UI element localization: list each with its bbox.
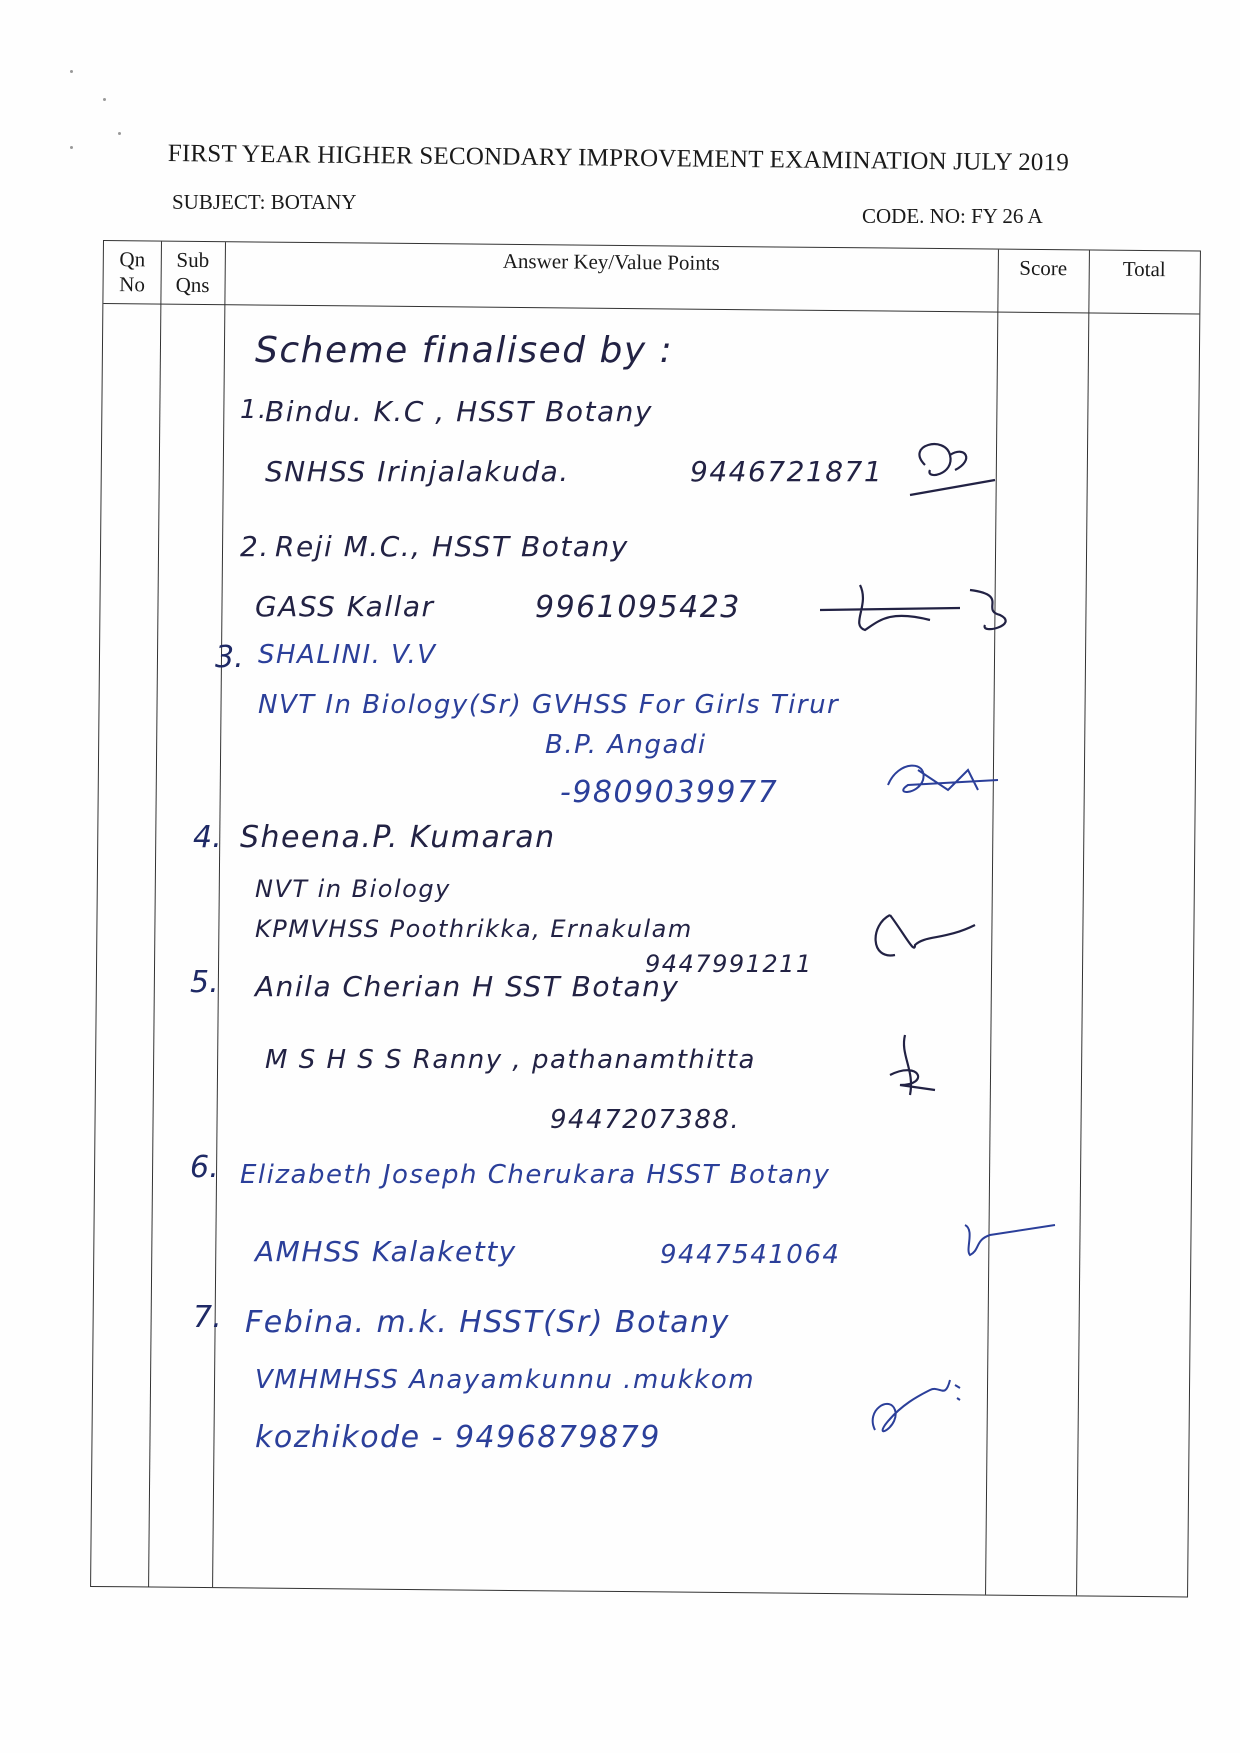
member-3-phone: -9809039977 (560, 775, 779, 810)
member-6-line1: Elizabeth Joseph Cherukara HSST Botany (240, 1160, 831, 1190)
scan-speck (70, 70, 73, 73)
member-3-line3: B.P. Angadi (545, 730, 707, 760)
col-header-score: Score (1019, 255, 1068, 281)
member-2-num: 2. (240, 530, 270, 563)
member-4-line1: Sheena.P. Kumaran (240, 820, 556, 855)
scheme-heading: Scheme finalised by : (255, 330, 674, 371)
col-header-qn-no: Qn No (119, 247, 146, 297)
member-5-line1: Anila Cherian H SST Botany (255, 970, 680, 1003)
member-3-line1: SHALINI. V.V (258, 640, 437, 670)
member-4-phone: 9447991211 (645, 950, 813, 978)
member-6-num: 6. (190, 1150, 219, 1185)
subject-label: SUBJECT: BOTANY (172, 190, 357, 214)
member-4-line2: NVT in Biology (255, 875, 451, 903)
col-header-total: Total (1122, 256, 1166, 282)
member-4-line3: KPMVHSS Poothrikka, Ernakulam (255, 915, 693, 943)
member-3-num: 3. (215, 640, 244, 675)
scan-speck (70, 146, 73, 149)
col-header-sub-qns: Sub Qns (175, 247, 210, 298)
member-7-line3: kozhikode - 9496879879 (255, 1420, 661, 1455)
member-4-signature (865, 905, 985, 970)
col-header-answer-key: Answer Key/Value Points (502, 248, 720, 275)
member-2-signature (810, 580, 1020, 645)
member-7-num: 7. (193, 1300, 222, 1335)
header-divider (103, 303, 1199, 315)
member-2-line2: GASS Kallar (255, 590, 435, 623)
member-5-phone: 9447207388. (550, 1105, 741, 1135)
member-6-signature (960, 1215, 1060, 1270)
column-divider (212, 242, 226, 1587)
member-2-phone: 9961095423 (535, 590, 741, 625)
code-number: CODE. NO: FY 26 A (862, 204, 1043, 228)
member-1-phone: 9446721871 (690, 455, 884, 488)
member-2-line1: Reji M.C., HSST Botany (275, 530, 629, 563)
member-5-line2: M S H S S Ranny , pathanamthitta (265, 1045, 756, 1075)
column-divider (1076, 250, 1090, 1595)
member-7-signature (860, 1370, 970, 1455)
member-3-line2: NVT In Biology(Sr) GVHSS For Girls Tirur (258, 690, 840, 720)
member-5-num: 5. (190, 965, 219, 1000)
scan-speck (118, 132, 121, 135)
member-1-line2: SNHSS Irinjalakuda. (265, 455, 570, 488)
member-4-num: 4. (193, 820, 222, 855)
member-1-line1: Bindu. K.C , HSST Botany (265, 395, 653, 428)
member-6-line2: AMHSS Kalaketty (255, 1235, 517, 1268)
exam-title: FIRST YEAR HIGHER SECONDARY IMPROVEMENT EXAMINATION JULY 2019 (167, 140, 1070, 177)
member-1-num: 1. (240, 395, 268, 425)
member-1-signature (895, 435, 1005, 510)
member-6-phone: 9447541064 (660, 1240, 841, 1270)
member-7-line1: Febina. m.k. HSST(Sr) Botany (245, 1305, 730, 1340)
member-3-signature (878, 755, 1008, 810)
scan-speck (103, 98, 106, 101)
member-5-signature (880, 1030, 940, 1105)
column-divider (148, 242, 162, 1587)
member-7-line2: VMHMHSS Anayamkunnu .mukkom (255, 1365, 756, 1395)
